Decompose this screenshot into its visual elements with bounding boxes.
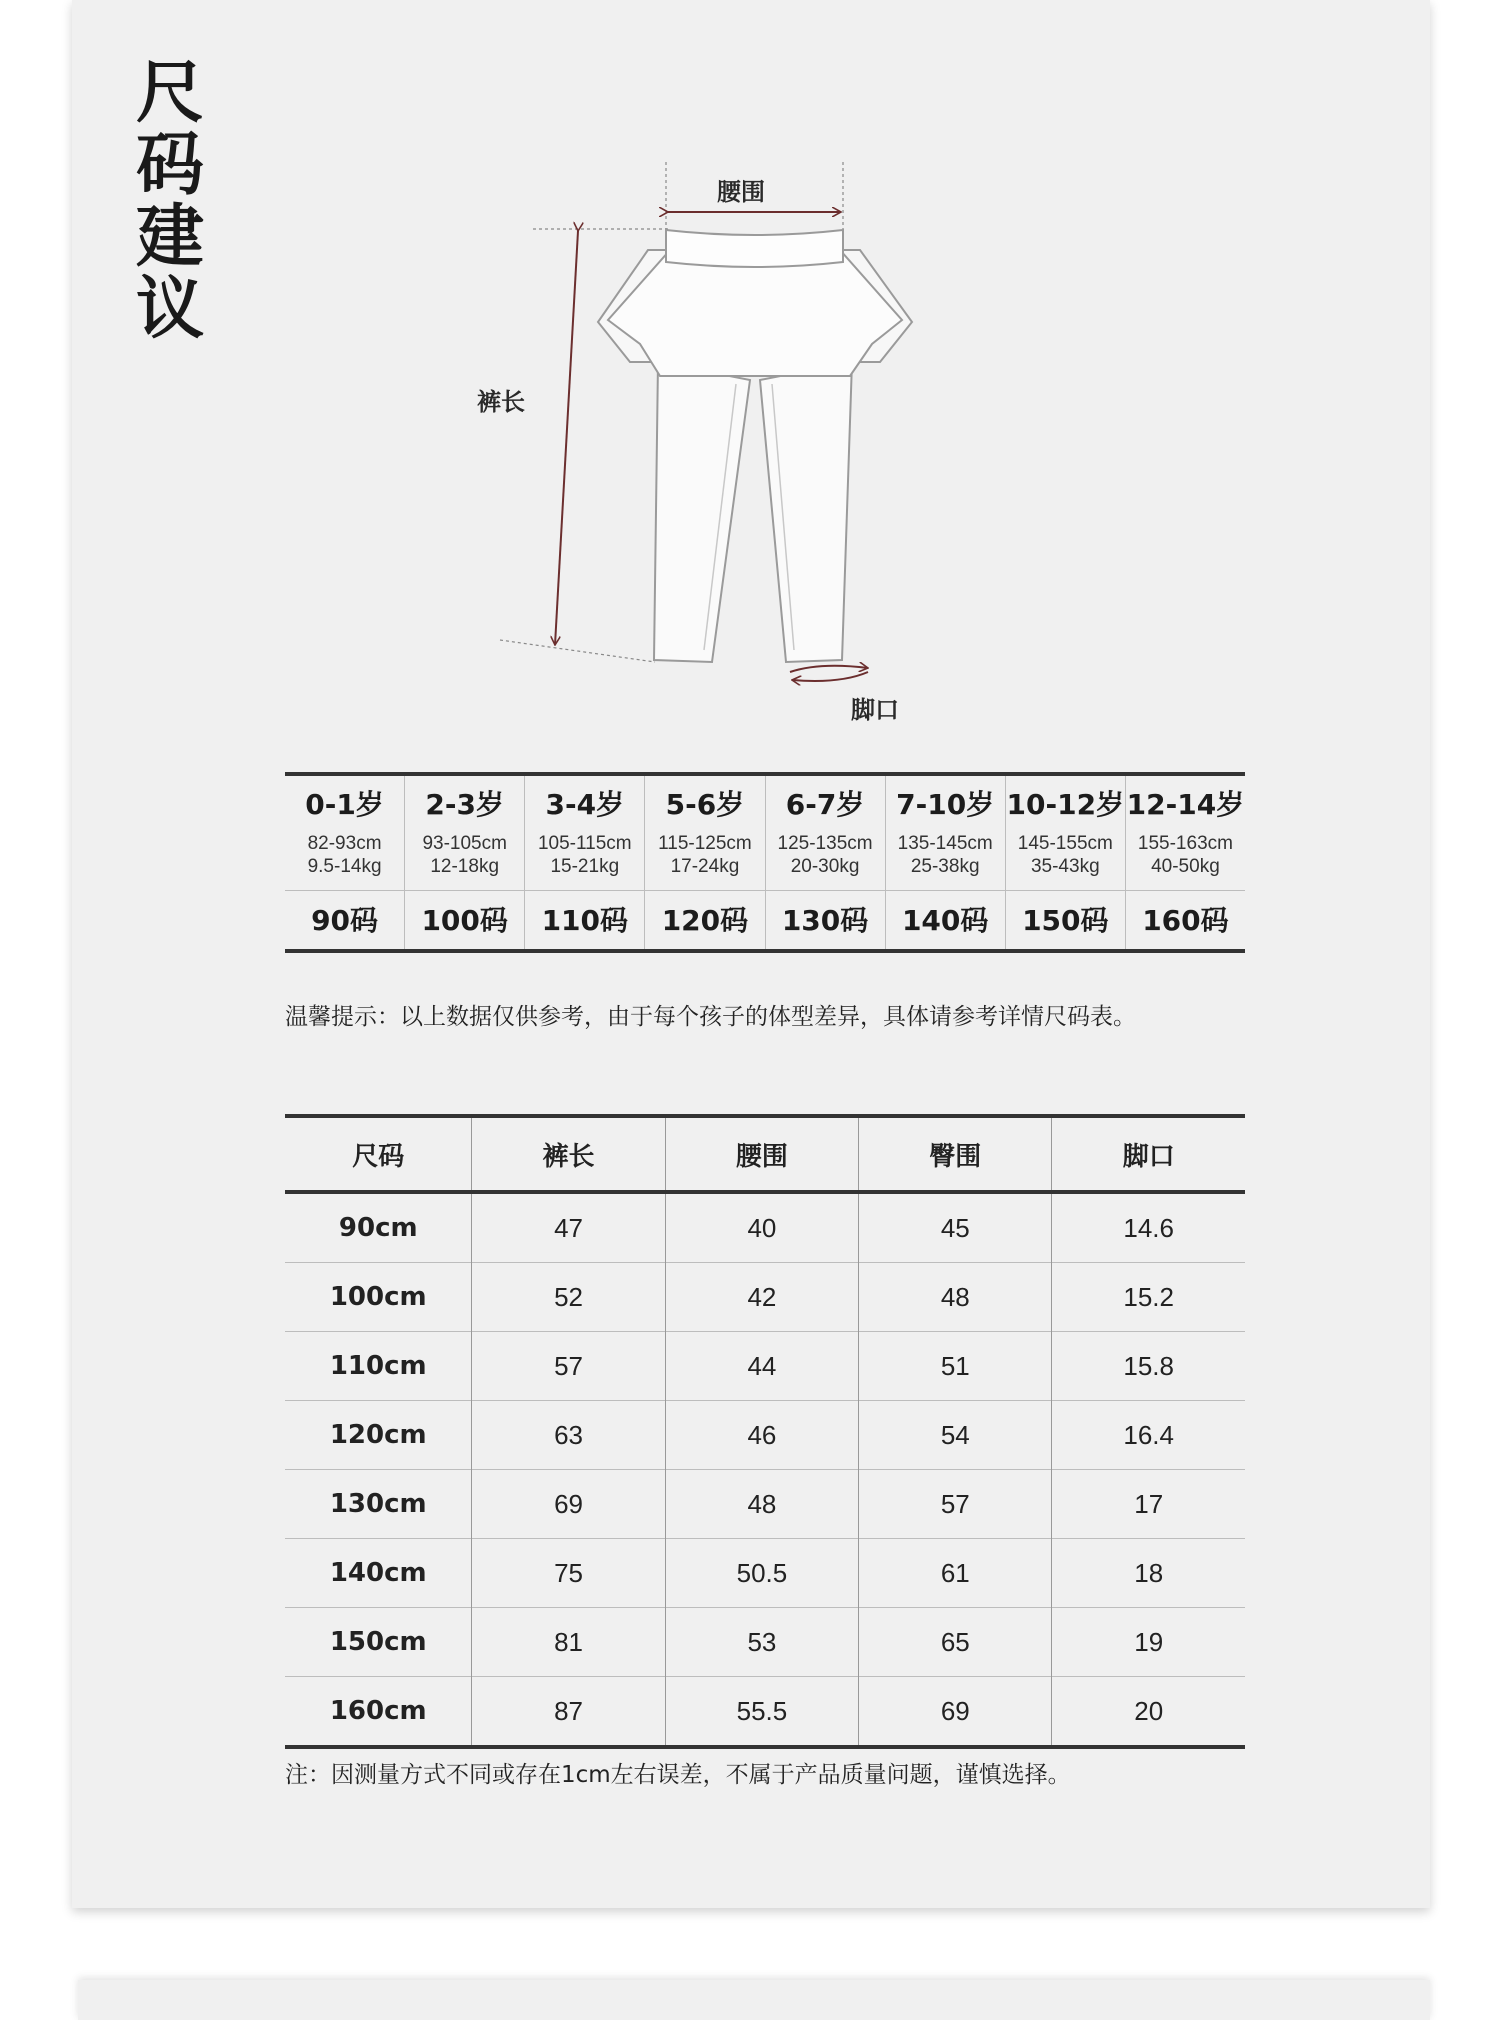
rec-column: [524, 776, 644, 949]
column-header: 尺码: [285, 1116, 472, 1192]
hem-cell: 20: [1052, 1677, 1245, 1748]
left-leg: [654, 362, 750, 662]
length-guide-bottom: [500, 640, 655, 662]
height-range: 93-105cm: [422, 833, 507, 854]
size-cell: 140cm: [285, 1539, 472, 1608]
table-row: [285, 1263, 1245, 1332]
hem-cell: 15.2: [1052, 1263, 1245, 1332]
next-card-edge: [78, 1980, 1430, 2020]
waist-cell: 40: [665, 1192, 859, 1263]
age-range: 7-10岁: [896, 788, 995, 821]
hip-cell: 57: [859, 1470, 1052, 1539]
weight-range: 40-50kg: [1151, 856, 1220, 877]
waist-cell: 53: [665, 1608, 859, 1677]
hip-cell: 48: [859, 1263, 1052, 1332]
weight-range: 17-24kg: [670, 856, 740, 877]
pants-diagram: [0, 0, 1500, 760]
size-cell: 90cm: [338, 1213, 418, 1243]
weight-range: 20-30kg: [790, 856, 860, 877]
tip-text: 温馨提示：以上数据仅供参考，由于每个孩子的体型差异，具体请参考详情尺码表。: [285, 1004, 1136, 1030]
height-range: 155-163cm: [1137, 833, 1233, 854]
age-range: 12-14岁: [1126, 788, 1245, 821]
size-cell: 100cm: [285, 1263, 472, 1332]
weight-range: 12-18kg: [430, 856, 500, 877]
waist-cell: 46: [665, 1401, 859, 1470]
waistband: [666, 230, 843, 267]
weight-range: 9.5-14kg: [307, 856, 382, 877]
length-cell: 75: [472, 1539, 665, 1608]
table-row: [285, 1539, 1245, 1608]
height-range: 135-145cm: [897, 833, 993, 854]
rec-column: [885, 776, 1005, 949]
height-range: 115-125cm: [658, 833, 752, 854]
hem-cell: 18: [1052, 1539, 1245, 1608]
length-cell: 57: [472, 1332, 665, 1401]
waist-cell: 50.5: [665, 1539, 859, 1608]
title-char: 码: [135, 126, 204, 205]
length-arrow: [555, 231, 578, 645]
waist-cell: 44: [665, 1332, 859, 1401]
recommended-size: 90码: [285, 890, 404, 949]
hip-cell: 61: [859, 1539, 1052, 1608]
age-range: 2-3岁: [425, 788, 504, 821]
size-recommendation-table: [285, 772, 1245, 953]
length-label: 裤长: [477, 388, 525, 416]
measurement-table: [285, 1114, 1245, 1749]
rec-column: [404, 776, 524, 949]
size-cell: 110cm: [285, 1332, 472, 1401]
recommended-size: 100码: [405, 890, 524, 949]
waist-cell: 55.5: [665, 1677, 859, 1748]
table-row: [285, 1401, 1245, 1470]
column-header: 臀围: [859, 1116, 1052, 1192]
hip-cell: 51: [859, 1332, 1052, 1401]
recommended-size: 160码: [1126, 890, 1245, 949]
hem-arrow-top: [790, 666, 868, 672]
recommended-size: 130码: [766, 890, 885, 949]
recommended-size: 110码: [525, 890, 644, 949]
table-header-row: [285, 1116, 1245, 1192]
age-range: 0-1岁: [305, 788, 384, 821]
hip-cell: 69: [859, 1677, 1052, 1748]
length-cell: 81: [472, 1608, 665, 1677]
length-cell: 52: [472, 1263, 665, 1332]
hem-cell: 15.8: [1052, 1332, 1245, 1401]
hip-cell: 54: [859, 1401, 1052, 1470]
table-row: [285, 1608, 1245, 1677]
hem-cell: 19: [1052, 1608, 1245, 1677]
height-range: 145-155cm: [1017, 833, 1113, 854]
rec-column: [1005, 776, 1125, 949]
waist-label: 腰围: [717, 178, 765, 206]
hem-arrow-bottom: [792, 672, 868, 681]
table-row: [285, 1470, 1245, 1539]
recommended-size: 150码: [1006, 890, 1125, 949]
table-row: [285, 1677, 1245, 1748]
weight-range: 35-43kg: [1030, 856, 1100, 877]
hip-cell: 65: [859, 1608, 1052, 1677]
hip-cell: 45: [859, 1192, 1052, 1263]
column-header: 脚口: [1052, 1116, 1245, 1192]
footnote-text: 注：因测量方式不同或存在1cm左右误差，不属于产品质量问题，谨慎选择。: [285, 1762, 1071, 1788]
rec-column: [765, 776, 885, 949]
hem-label: 脚口: [851, 696, 899, 724]
hem-cell: 16.4: [1052, 1401, 1245, 1470]
rec-column: [644, 776, 764, 949]
waist-cell: 48: [665, 1470, 859, 1539]
table-row: [285, 1332, 1245, 1401]
weight-range: 25-38kg: [910, 856, 980, 877]
title-char: 建: [135, 198, 204, 277]
age-range: 10-12岁: [1006, 788, 1125, 821]
title-char: 尺: [135, 54, 204, 133]
age-range: 5-6岁: [665, 788, 745, 821]
length-cell: 47: [472, 1192, 665, 1263]
hem-cell: 14.6: [1052, 1192, 1245, 1263]
skirt-top-layer: [608, 250, 902, 376]
size-cell: 120cm: [285, 1401, 472, 1470]
rec-column: [1125, 776, 1245, 949]
height-range: 82-93cm: [307, 833, 382, 854]
rec-column: [285, 776, 404, 949]
length-cell: 87: [472, 1677, 665, 1748]
height-range: 105-115cm: [537, 833, 632, 854]
size-cell: 160cm: [285, 1677, 472, 1748]
waist-cell: 42: [665, 1263, 859, 1332]
age-range: 3-4岁: [545, 788, 625, 821]
weight-range: 15-21kg: [550, 856, 620, 877]
recommended-size: 140码: [886, 890, 1005, 949]
age-range: 6-7岁: [785, 788, 865, 821]
column-header: 腰围: [665, 1116, 859, 1192]
hem-cell: 17: [1052, 1470, 1245, 1539]
size-cell: 150cm: [285, 1608, 472, 1677]
size-cell: 130cm: [285, 1470, 472, 1539]
column-header: 裤长: [472, 1116, 665, 1192]
length-cell: 63: [472, 1401, 665, 1470]
length-cell: 69: [472, 1470, 665, 1539]
title-char: 议: [135, 270, 204, 349]
recommended-size: 120码: [645, 890, 764, 949]
table-row: [285, 1192, 1245, 1263]
height-range: 125-135cm: [777, 833, 873, 854]
